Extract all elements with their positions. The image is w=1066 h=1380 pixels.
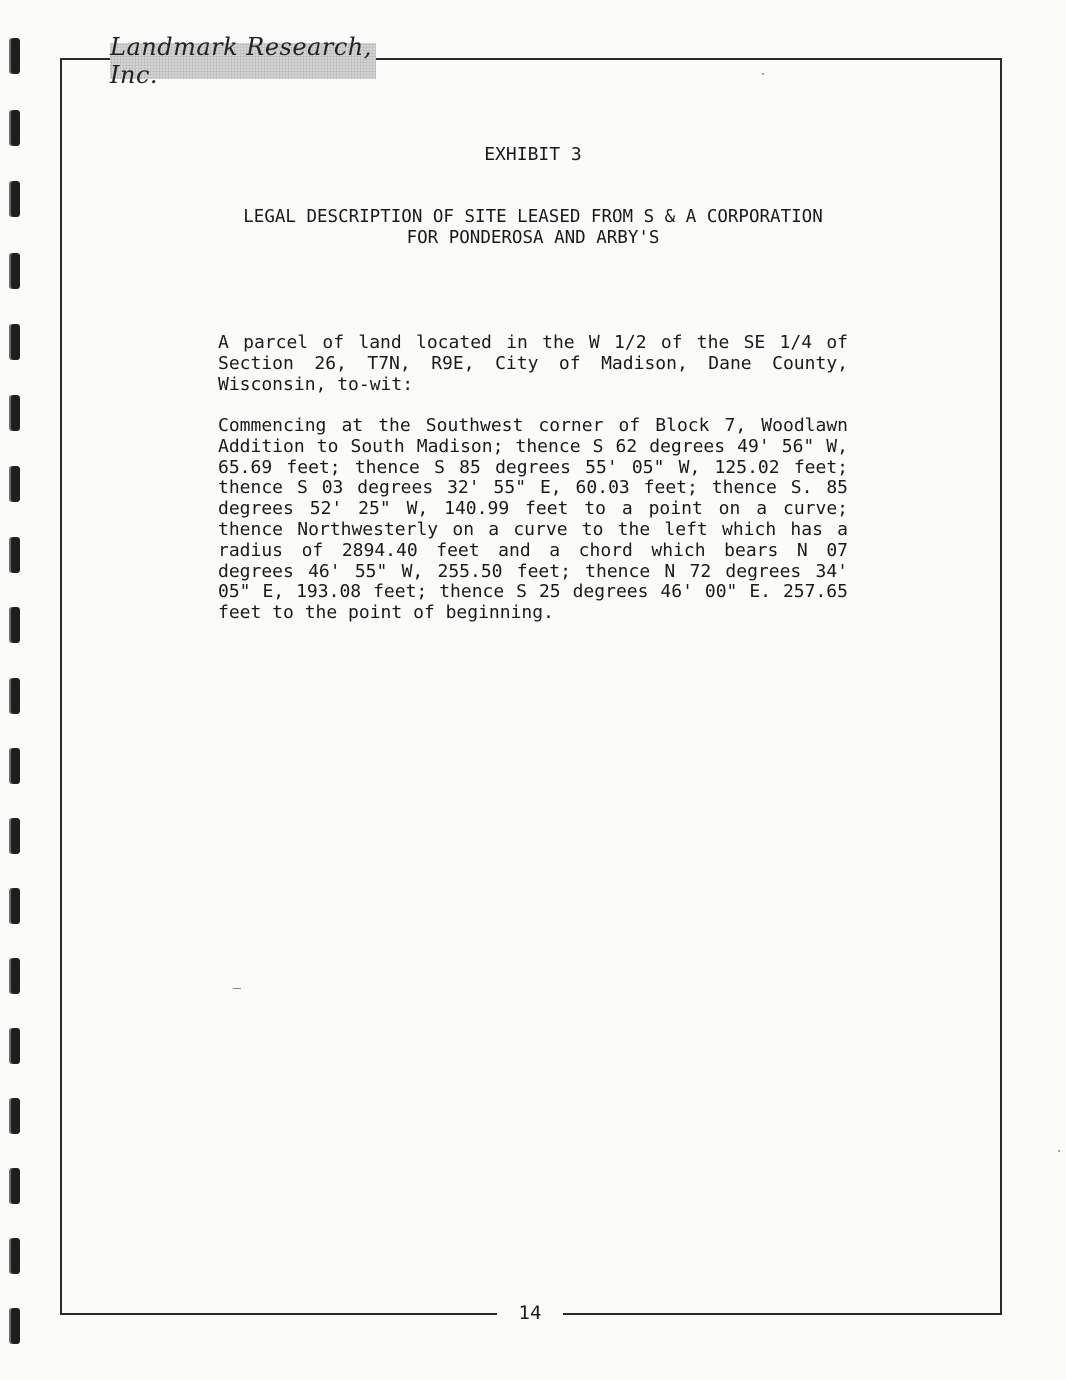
binding-hole <box>9 38 20 74</box>
binding-hole <box>9 678 20 714</box>
scan-speck <box>762 73 764 75</box>
scan-speck <box>1058 1150 1060 1152</box>
binding-hole <box>9 1238 20 1274</box>
binding-hole <box>9 110 20 146</box>
binding-hole <box>9 818 20 854</box>
binding-hole <box>9 324 20 360</box>
heading-line-1: LEGAL DESCRIPTION OF SITE LEASED FROM S & A CORPORATION <box>243 207 823 227</box>
company-logo <box>110 33 376 89</box>
legal-description-paragraph: Commencing at the Southwest corner of Block 7, Woodlawn Addition to South Madison; thence S 62 degrees 49' 56" W, 65.69 feet; thence S 85 degrees 55' 05" W, 125.02 feet; thence S 03 degrees 32' 55" E, 60.03 feet; thence S. 85 degrees 52' 25" W, 140.99 feet to a point on a curve; thence Northwesterly on a curve to the left which has a radius of 2894.40 feet and a chord which bears N 07 degrees 46' 55" W, 255.50 feet; thence N 72 degrees 34' 05" E, 193.08 feet; thence S 25 degrees 46' 00" E. 257.65 feet to the point of beginning. <box>218 415 848 624</box>
binding-hole <box>9 253 20 289</box>
binding-hole <box>9 1028 20 1064</box>
binding-hole <box>9 607 20 643</box>
exhibit-title: EXHIBIT 3 <box>484 144 582 165</box>
heading-line-2: FOR PONDEROSA AND ARBY'S <box>406 228 660 248</box>
binding-hole <box>9 958 20 994</box>
binding-hole <box>9 748 20 784</box>
binding-hole <box>9 466 20 502</box>
binding-hole <box>9 395 20 431</box>
logo-text: Landmark Research, Inc. <box>110 33 372 89</box>
binding-hole <box>9 537 20 573</box>
binding-hole <box>9 888 20 924</box>
binding-hole <box>9 1168 20 1204</box>
scan-speck <box>233 988 241 989</box>
page-number: 14 <box>518 1302 542 1324</box>
binding-hole <box>9 1098 20 1134</box>
parcel-paragraph: A parcel of land located in the W 1/2 of the SE 1/4 of Section 26, T7N, R9E, City of Madison, Dane County, Wisconsin, to-wit: <box>218 332 848 395</box>
binding-hole <box>9 1308 20 1344</box>
document-heading <box>0 207 1066 249</box>
page-number-container <box>497 1298 563 1328</box>
